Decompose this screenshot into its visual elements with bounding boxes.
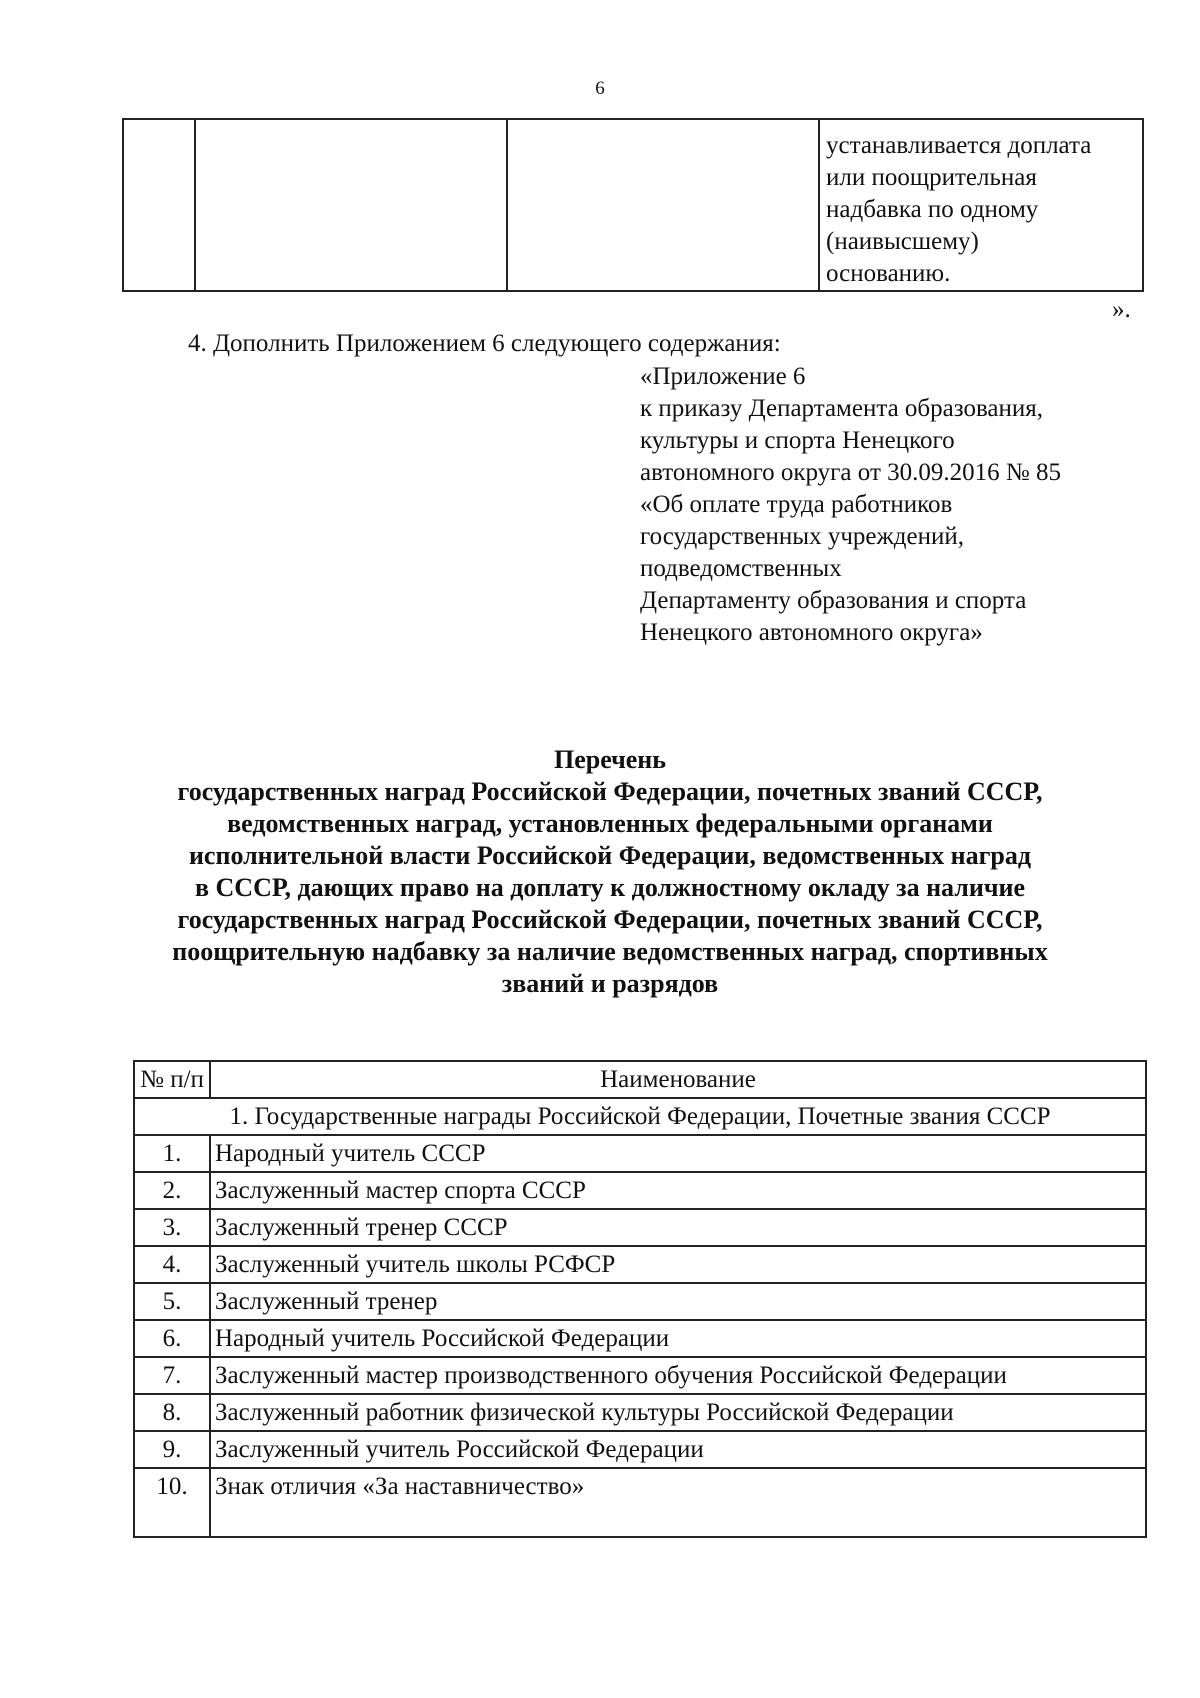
row-number: 9. (134, 1431, 210, 1468)
table-row (134, 1431, 1146, 1468)
heading-line: поощрительную надбавку за наличие ведомственных наград, спортивных (172, 937, 1048, 966)
appendix-line: подведомственных (640, 555, 842, 582)
appendix-block (640, 361, 1160, 649)
table-cell-empty (507, 119, 819, 291)
column-header-name: Наименование (210, 1061, 1146, 1098)
text-line: (наивысшему) (826, 228, 979, 255)
row-name: Заслуженный тренер СССР (210, 1209, 1146, 1246)
item-4-paragraph: 4. Дополнить Приложением 6 следующего содержания: (188, 330, 781, 357)
table-row (134, 1209, 1146, 1246)
table-row (134, 1468, 1146, 1537)
heading-line: званий и разрядов (501, 969, 719, 998)
heading-line: в СССР, дающих право на доплату к должностному окладу за наличие (194, 873, 1026, 902)
row-name: Народный учитель Российской Федерации (210, 1320, 1146, 1357)
heading-line: исполнительной власти Российской Федерации, ведомственных наград (188, 841, 1032, 870)
row-name: Заслуженный тренер (210, 1283, 1146, 1320)
row-name: Заслуженный работник физической культуры Российской Федерации (210, 1394, 1146, 1431)
closing-quote: ». (1112, 296, 1131, 323)
row-number: 6. (134, 1320, 210, 1357)
table-cell-empty (123, 119, 195, 291)
appendix-line: автономного округа от 30.09.2016 № 85 (640, 459, 1061, 486)
appendix-line: к приказу Департамента образования, (640, 395, 1044, 422)
table-row (134, 1320, 1146, 1357)
heading-line: государственных наград Российской Федерации, почетных званий СССР, (177, 777, 1043, 806)
text-line: надбавка по одному (826, 196, 1039, 223)
text-line: основанию. (826, 260, 951, 287)
table-row (134, 1357, 1146, 1394)
row-number: 5. (134, 1283, 210, 1320)
appendix-line: Ненецкого автономного округа» (640, 619, 983, 646)
heading-line: государственных наград Российской Федерации, почетных званий СССР, (177, 905, 1043, 934)
section-title: 1. Государственные награды Российской Федерации, Почетные звания СССР (134, 1098, 1146, 1135)
text-line: устанавливается доплата (826, 132, 1092, 159)
row-name: Народный учитель СССР (210, 1135, 1146, 1172)
table-row (134, 1394, 1146, 1431)
appendix-line: «Приложение 6 (640, 363, 806, 390)
row-number: 10. (134, 1468, 210, 1537)
continuation-table (122, 118, 1144, 292)
row-number: 7. (134, 1357, 210, 1394)
table-row (134, 1172, 1146, 1209)
text-line: или поощрительная (826, 164, 1037, 191)
row-name: Знак отличия «За наставничество» (210, 1468, 1146, 1537)
table-row (123, 119, 1143, 291)
table-cell-text (819, 119, 1143, 291)
appendix-line: государственных учреждений, (640, 523, 964, 550)
row-number: 8. (134, 1394, 210, 1431)
row-name: Заслуженный мастер спорта СССР (210, 1172, 1146, 1209)
appendix-line: Департаменту образования и спорта (640, 587, 1027, 614)
column-header-number: № п/п (134, 1061, 210, 1098)
table-header-row (134, 1061, 1146, 1098)
heading-line: Перечень (553, 745, 667, 774)
row-number: 3. (134, 1209, 210, 1246)
table-row (134, 1135, 1146, 1172)
awards-table (133, 1060, 1147, 1538)
page-number: 6 (595, 78, 605, 99)
table-row (134, 1246, 1146, 1283)
row-name: Заслуженный учитель школы РСФСР (210, 1246, 1146, 1283)
appendix-line: культуры и спорта Ненецкого (640, 427, 955, 454)
row-name: Заслуженный мастер производственного обучения Российской Федерации (210, 1357, 1146, 1394)
table-cell-empty (195, 119, 507, 291)
row-number: 4. (134, 1246, 210, 1283)
row-name: Заслуженный учитель Российской Федерации (210, 1431, 1146, 1468)
appendix-line: «Об оплате труда работников (640, 491, 953, 518)
row-number: 1. (134, 1135, 210, 1172)
heading-line: ведомственных наград, установленных федеральными органами (227, 809, 993, 838)
table-row (134, 1283, 1146, 1320)
section-row (134, 1098, 1146, 1135)
document-heading (130, 744, 1090, 1000)
row-number: 2. (134, 1172, 210, 1209)
